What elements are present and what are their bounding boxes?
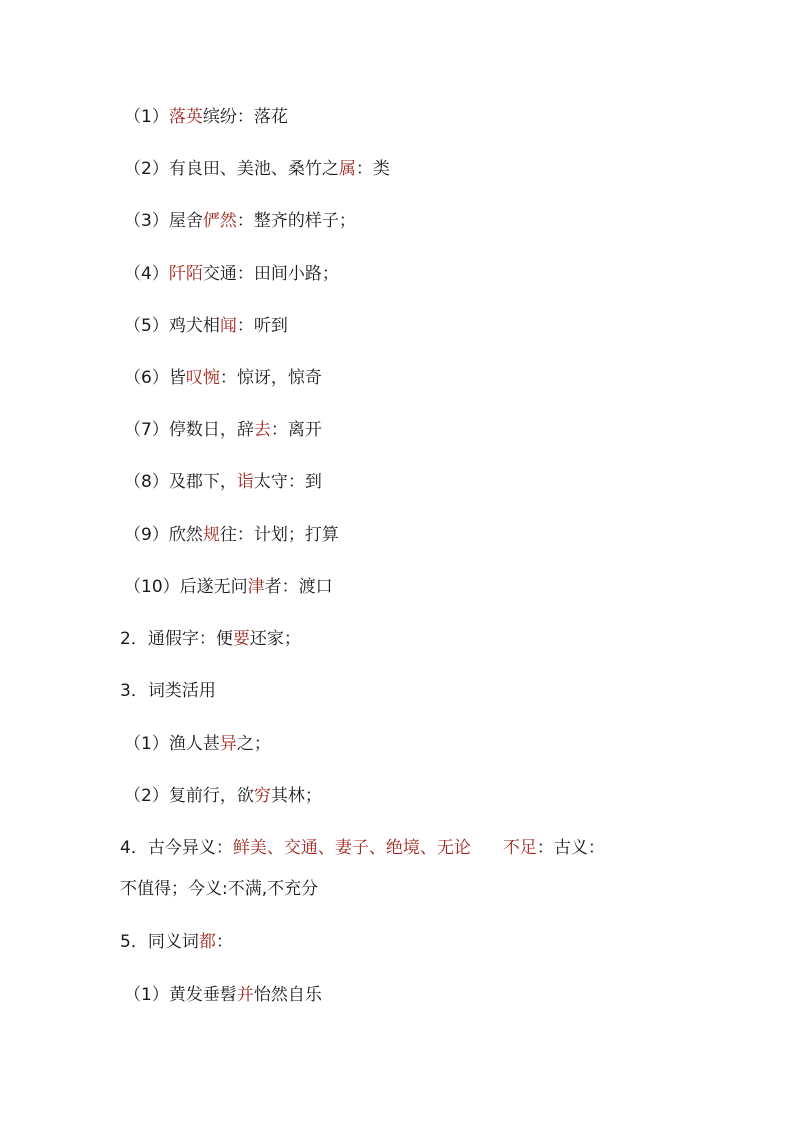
item-number: （3） xyxy=(124,211,169,231)
item-number: （9） xyxy=(124,525,169,545)
item-number: （6） xyxy=(124,368,169,388)
item-text: 太守：到 xyxy=(253,472,322,492)
section-2-label: 2．通假字：便 xyxy=(120,629,233,649)
section-4-gujin-yiyi xyxy=(120,837,605,859)
item-text: 停数日，辞 xyxy=(168,420,254,440)
list-item xyxy=(124,524,339,546)
item-number: （7） xyxy=(124,420,169,440)
item-highlight: 落英 xyxy=(168,107,203,127)
item-highlight: 异 xyxy=(219,734,237,754)
section-3-item-1 xyxy=(124,733,271,755)
item-highlight: 叹惋 xyxy=(185,368,220,388)
item-highlight: 属 xyxy=(338,159,356,179)
item-number: （1） xyxy=(124,107,169,127)
item-text: 屋舍 xyxy=(168,211,203,231)
item-text: 渔人甚 xyxy=(168,734,220,754)
item-text: 其林； xyxy=(270,786,322,806)
section-4-words: 鲜美、交通、妻子、绝境、无论 xyxy=(232,838,471,858)
section-4-def-1: ：古义： xyxy=(536,838,605,858)
item-highlight: 规 xyxy=(202,525,220,545)
item-text: ：惊讶，惊奇 xyxy=(219,368,322,388)
item-highlight: 俨然 xyxy=(202,211,237,231)
list-item xyxy=(124,315,288,337)
list-item xyxy=(124,210,356,232)
item-highlight: 闻 xyxy=(219,316,237,336)
item-text: 缤纷：落花 xyxy=(202,107,288,127)
item-text: 欣然 xyxy=(168,525,203,545)
item-number: （2） xyxy=(124,159,169,179)
item-text: ：整齐的样子； xyxy=(236,211,356,231)
list-item xyxy=(124,263,339,285)
item-number: （10） xyxy=(124,577,180,597)
section-2-tongjiazi xyxy=(120,628,301,650)
item-number: （2） xyxy=(124,786,169,806)
item-highlight: 并 xyxy=(236,985,254,1005)
section-5-item-1 xyxy=(124,984,322,1006)
item-highlight: 诣 xyxy=(236,472,254,492)
item-number: （8） xyxy=(124,472,169,492)
item-number: （4） xyxy=(124,264,169,284)
item-highlight: 阡陌 xyxy=(168,264,203,284)
section-5-label: 5．同义词 xyxy=(120,932,199,952)
item-text: 者：渡口 xyxy=(264,577,333,597)
section-4-term: 不足 xyxy=(502,838,537,858)
item-text: 鸡犬相 xyxy=(168,316,220,336)
item-text: 皆 xyxy=(168,368,186,388)
item-text: ：听到 xyxy=(236,316,288,336)
item-text: 有良田、美池、桑竹之 xyxy=(168,159,339,179)
list-item xyxy=(124,419,322,441)
item-number: （1） xyxy=(124,985,169,1005)
item-text: 怡然自乐 xyxy=(253,985,322,1005)
list-item xyxy=(124,576,333,598)
list-item xyxy=(124,158,390,180)
item-text: ：离开 xyxy=(270,420,322,440)
item-highlight: 去 xyxy=(253,420,271,440)
item-highlight: 津 xyxy=(247,577,265,597)
section-2-rest: 还家； xyxy=(249,629,301,649)
item-text: 复前行，欲 xyxy=(168,786,254,806)
item-text: 交通：田间小路； xyxy=(202,264,339,284)
item-highlight: 穷 xyxy=(253,786,271,806)
section-4-label: 4．古今异义： xyxy=(120,838,233,858)
item-text: 之； xyxy=(236,734,271,754)
item-text: 后遂无问 xyxy=(179,577,248,597)
list-item xyxy=(124,106,288,128)
item-text: 及郡下， xyxy=(168,472,237,492)
section-4-def-2: 不值得；今义:不满,不充分 xyxy=(120,879,319,899)
section-3-item-2 xyxy=(124,785,322,807)
item-text: 往：计划；打算 xyxy=(219,525,339,545)
section-5-highlight: 都 xyxy=(198,932,216,952)
section-3-heading: 3．词类活用 xyxy=(120,681,216,701)
section-5-colon: ： xyxy=(215,932,233,952)
list-item xyxy=(124,471,322,493)
item-text: 黄发垂髫 xyxy=(168,985,237,1005)
section-2-highlight: 要 xyxy=(232,629,250,649)
item-text: ：类 xyxy=(355,159,390,179)
section-5-heading xyxy=(120,931,233,953)
list-item xyxy=(124,367,322,389)
item-number: （5） xyxy=(124,316,169,336)
item-number: （1） xyxy=(124,734,169,754)
